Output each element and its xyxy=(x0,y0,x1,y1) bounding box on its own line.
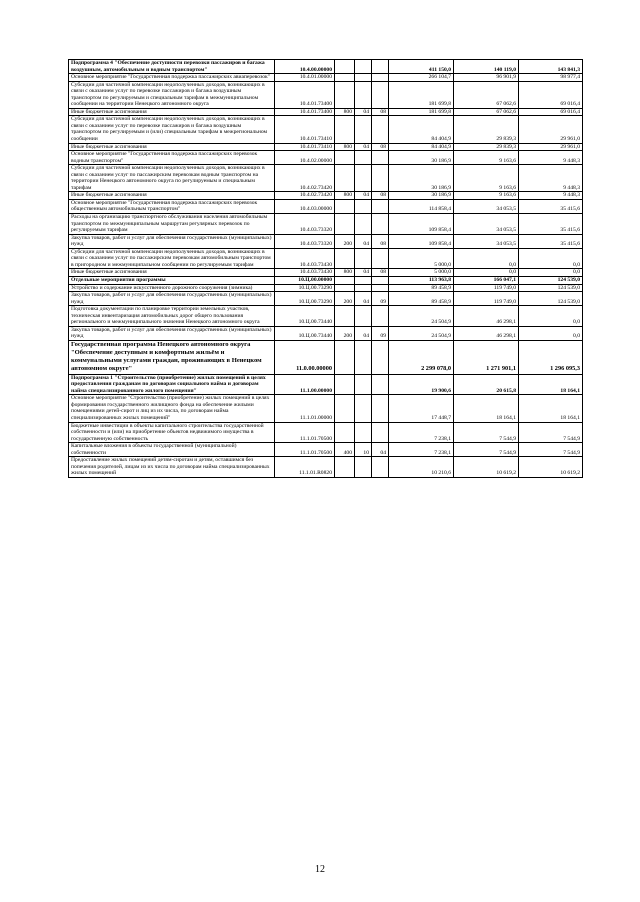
row-code: 10.4.03.73320 xyxy=(275,214,335,235)
row-code: 10.4.01.73410 xyxy=(275,143,335,151)
row-section xyxy=(355,248,372,269)
row-amount-year2: 34 053,5 xyxy=(454,234,519,248)
row-section: 04 xyxy=(355,108,372,116)
row-amount-year2: 46 298,1 xyxy=(454,306,519,327)
row-subsection xyxy=(372,248,389,269)
row-subsection xyxy=(372,306,389,327)
row-amount-year1: 89 458,9 xyxy=(389,284,454,292)
row-name: Субсидии для частичной компенсации недополученных доходов, возникающих в связи с оказанием услуг по пассажирским перевозкам водным транспортом на территории Ненецкого автономного округа по регулируемым и специальным тарифам xyxy=(69,165,275,192)
row-amount-year1: 109 858,4 xyxy=(389,234,454,248)
row-name: Капитальные вложения в объекты государственной (муниципальной) собственности xyxy=(69,443,275,457)
row-subsection xyxy=(372,165,389,192)
row-name: Отдельные мероприятия программы xyxy=(69,276,275,284)
row-section xyxy=(355,276,372,284)
row-subsection xyxy=(372,214,389,235)
row-name: Основное мероприятие "Государственная поддержка пассажирских перевозок водным транспортом" xyxy=(69,151,275,165)
row-amount-year3: 9 448,3 xyxy=(519,151,583,165)
row-amount-year2: 9 163,6 xyxy=(454,165,519,192)
table-row xyxy=(69,340,583,374)
row-amount-year3: 9 448,3 xyxy=(519,165,583,192)
table-row xyxy=(69,248,583,269)
row-section: 10 xyxy=(355,443,372,457)
row-amount-year2: 96 901,9 xyxy=(454,74,519,82)
row-amount-year2: 10 619,2 xyxy=(454,457,519,478)
row-code: 10.4.02.73420 xyxy=(275,165,335,192)
row-amount-year3: 29 961,0 xyxy=(519,143,583,151)
row-code: 10.4.01.73410 xyxy=(275,116,335,143)
row-subsection: 08 xyxy=(372,192,389,200)
row-amount-year2: 0,0 xyxy=(454,248,519,269)
row-name: Закупка товаров, работ и услуг для обеспечения государственных (муниципальных) нужд xyxy=(69,326,275,340)
row-section xyxy=(355,422,372,443)
row-expense-type: 800 xyxy=(335,143,355,151)
row-code: 10.4.03.00000 xyxy=(275,199,335,213)
table-row xyxy=(69,306,583,327)
row-amount-year2: 18 164,1 xyxy=(454,395,519,422)
row-amount-year2: 9 163,6 xyxy=(454,192,519,200)
row-subsection xyxy=(372,457,389,478)
row-amount-year3: 35 415,6 xyxy=(519,234,583,248)
row-expense-type xyxy=(335,457,355,478)
row-amount-year3: 124 539,0 xyxy=(519,276,583,284)
row-section xyxy=(355,81,372,108)
row-name: Устройство и содержание искусственного дорожного сооружения (зимника) xyxy=(69,284,275,292)
row-name: Основное мероприятие "Строительство (приобретение) жилых помещений в целях формирования государственного жилищного фонда на обеспечение жилыми помещениями детей-сирот и лиц из их числа, по договорам найма специализированных жилых помещений" xyxy=(69,395,275,422)
row-expense-type: 200 xyxy=(335,326,355,340)
row-amount-year3: 143 841,3 xyxy=(519,60,583,74)
row-subsection: 09 xyxy=(372,292,389,306)
row-name: Иные бюджетные ассигнования xyxy=(69,192,275,200)
table-row xyxy=(69,326,583,340)
row-code: 10.4.01.73400 xyxy=(275,81,335,108)
row-amount-year1: 113 963,8 xyxy=(389,276,454,284)
row-name: Субсидии для частичной компенсации недополученных доходов, возникающих в связи с оказанием услуг по перевозке пассажиров и багажа воздушным транспортом по регулируемым и специальным тарифам в межмуниципальном сообщении на территории Ненецкого автономного округа xyxy=(69,81,275,108)
row-section: 04 xyxy=(355,192,372,200)
row-code: 10.4.02.00000 xyxy=(275,151,335,165)
row-amount-year3: 0,0 xyxy=(519,248,583,269)
row-code: 10.Ц.00.73290 xyxy=(275,284,335,292)
row-name: Основное мероприятие "Государственная поддержка пассажирских перевозок общественным автомобильным транспортом" xyxy=(69,199,275,213)
row-amount-year2: 1 271 901,1 xyxy=(454,340,519,374)
row-code: 10.4.01.00000 xyxy=(275,74,335,82)
row-amount-year2: 34 053,5 xyxy=(454,214,519,235)
row-expense-type xyxy=(335,306,355,327)
row-amount-year1: 84 404,9 xyxy=(389,143,454,151)
table-row xyxy=(69,74,583,82)
row-name: Основное мероприятие "Государственная поддержка пассажирских авиаперевозок" xyxy=(69,74,275,82)
table-row xyxy=(69,269,583,277)
row-amount-year1: 30 186,9 xyxy=(389,192,454,200)
row-expense-type: 800 xyxy=(335,269,355,277)
row-name: Иные бюджетные ассигнования xyxy=(69,108,275,116)
row-expense-type xyxy=(335,422,355,443)
budget-table-body xyxy=(69,60,583,478)
row-subsection xyxy=(372,395,389,422)
row-amount-year2: 29 839,3 xyxy=(454,116,519,143)
row-subsection xyxy=(372,74,389,82)
table-row xyxy=(69,284,583,292)
row-expense-type: 200 xyxy=(335,234,355,248)
row-code: 10.Ц.00.73440 xyxy=(275,306,335,327)
row-amount-year3: 35 415,6 xyxy=(519,199,583,213)
row-amount-year3: 69 016,4 xyxy=(519,81,583,108)
row-code: 11.1.01.70500 xyxy=(275,422,335,443)
row-amount-year3: 98 977,4 xyxy=(519,74,583,82)
row-amount-year2: 67 062,6 xyxy=(454,108,519,116)
row-section xyxy=(355,457,372,478)
row-amount-year2: 119 749,0 xyxy=(454,284,519,292)
row-name: Расходы на организацию транспортного обслуживания населения автомобильным транспортом по межмуниципальным маршрутам регулярных перевозок по регулируемым тарифам xyxy=(69,214,275,235)
row-amount-year3: 29 961,0 xyxy=(519,116,583,143)
table-row xyxy=(69,116,583,143)
row-amount-year1: 181 699,8 xyxy=(389,81,454,108)
table-row xyxy=(69,292,583,306)
row-section xyxy=(355,60,372,74)
row-subsection: 09 xyxy=(372,326,389,340)
table-row xyxy=(69,422,583,443)
row-section: 04 xyxy=(355,292,372,306)
row-amount-year3: 18 164,1 xyxy=(519,395,583,422)
row-amount-year2: 34 053,5 xyxy=(454,199,519,213)
row-name: Субсидии для частичной компенсации недополученных доходов, возникающих в связи с оказанием услуг по перевозке пассажиров и багажа воздушным транспортом по регулируемым и (или) специальным тарифам в межрегиональном сообщении xyxy=(69,116,275,143)
row-amount-year3: 9 448,3 xyxy=(519,192,583,200)
row-subsection xyxy=(372,199,389,213)
row-name: Закупка товаров, работ и услуг для обеспечения государственных (муниципальных) нужд xyxy=(69,234,275,248)
row-subsection xyxy=(372,284,389,292)
table-row xyxy=(69,108,583,116)
row-subsection: 08 xyxy=(372,234,389,248)
row-name: Иные бюджетные ассигнования xyxy=(69,143,275,151)
row-name: Бюджетные инвестиции в объекты капитального строительства государственной собственности и (или) на приобретение объектов недвижимого имущества в государственную собственность xyxy=(69,422,275,443)
row-section xyxy=(355,395,372,422)
row-amount-year3: 0,0 xyxy=(519,306,583,327)
row-amount-year3: 69 016,4 xyxy=(519,108,583,116)
row-section xyxy=(355,199,372,213)
row-amount-year1: 17 448,7 xyxy=(389,395,454,422)
row-amount-year3: 10 619,2 xyxy=(519,457,583,478)
row-code: 11.1.00.00000 xyxy=(275,374,335,395)
row-code: 10.4.00.00000 xyxy=(275,60,335,74)
row-amount-year1: 109 858,4 xyxy=(389,214,454,235)
row-section xyxy=(355,340,372,374)
row-amount-year1: 114 858,4 xyxy=(389,199,454,213)
table-row xyxy=(69,151,583,165)
row-subsection: 08 xyxy=(372,269,389,277)
row-code: 10.4.03.73430 xyxy=(275,269,335,277)
table-row xyxy=(69,60,583,74)
row-amount-year1: 89 458,9 xyxy=(389,292,454,306)
row-section xyxy=(355,284,372,292)
row-amount-year1: 19 900,6 xyxy=(389,374,454,395)
row-section xyxy=(355,214,372,235)
row-expense-type: 400 xyxy=(335,443,355,457)
row-section xyxy=(355,306,372,327)
row-section xyxy=(355,116,372,143)
row-amount-year2: 7 544,9 xyxy=(454,443,519,457)
row-name: Предоставление жилых помещений детям-сиротам и детям, оставшимся без попечения родителей, лицам из их числа по договорам найма специализированных жилых помещений xyxy=(69,457,275,478)
row-code: 10.4.03.73320 xyxy=(275,234,335,248)
row-name: Подготовка документации по планировке территории земельных участков, техническая инвентаризация автомобильных дорог общего пользования регионального и межмуниципального значения Ненецкого автономного округа xyxy=(69,306,275,327)
row-expense-type xyxy=(335,165,355,192)
row-code: 10.4.02.73420 xyxy=(275,192,335,200)
row-amount-year1: 30 186,9 xyxy=(389,151,454,165)
table-row xyxy=(69,374,583,395)
table-row xyxy=(69,214,583,235)
row-code: 10.Ц.00.00000 xyxy=(275,276,335,284)
row-subsection xyxy=(372,81,389,108)
row-name: Иные бюджетные ассигнования xyxy=(69,269,275,277)
row-amount-year1: 181 699,8 xyxy=(389,108,454,116)
row-code: 11.0.00.00000 xyxy=(275,340,335,374)
row-expense-type xyxy=(335,74,355,82)
row-expense-type xyxy=(335,81,355,108)
row-section: 04 xyxy=(355,143,372,151)
row-subsection: 04 xyxy=(372,443,389,457)
row-amount-year2: 119 749,0 xyxy=(454,292,519,306)
row-amount-year3: 0,0 xyxy=(519,326,583,340)
row-code: 11.1.01.70500 xyxy=(275,443,335,457)
table-row xyxy=(69,443,583,457)
row-expense-type xyxy=(335,395,355,422)
row-subsection xyxy=(372,422,389,443)
row-amount-year3: 0,0 xyxy=(519,269,583,277)
row-expense-type: 800 xyxy=(335,192,355,200)
row-expense-type xyxy=(335,248,355,269)
row-amount-year3: 1 296 095,3 xyxy=(519,340,583,374)
row-amount-year1: 2 299 078,0 xyxy=(389,340,454,374)
row-subsection xyxy=(372,60,389,74)
row-expense-type xyxy=(335,151,355,165)
row-section xyxy=(355,151,372,165)
row-name: Подпрограмма 4 "Обеспечение доступности перевозки пассажиров и багажа воздушным, автомобильным и водным транспортом" xyxy=(69,60,275,74)
row-amount-year1: 5 000,0 xyxy=(389,269,454,277)
row-amount-year1: 7 238,1 xyxy=(389,422,454,443)
row-amount-year3: 7 544,9 xyxy=(519,422,583,443)
row-subsection xyxy=(372,374,389,395)
table-row xyxy=(69,234,583,248)
row-section: 04 xyxy=(355,269,372,277)
row-amount-year2: 7 544,9 xyxy=(454,422,519,443)
table-row xyxy=(69,199,583,213)
row-amount-year2: 20 615,8 xyxy=(454,374,519,395)
row-amount-year2: 29 839,3 xyxy=(454,143,519,151)
row-amount-year3: 124 539,0 xyxy=(519,292,583,306)
row-section xyxy=(355,74,372,82)
row-section: 04 xyxy=(355,234,372,248)
table-row xyxy=(69,192,583,200)
row-amount-year3: 35 415,6 xyxy=(519,214,583,235)
row-expense-type: 200 xyxy=(335,292,355,306)
row-amount-year2: 46 298,1 xyxy=(454,326,519,340)
row-amount-year2: 166 047,1 xyxy=(454,276,519,284)
row-amount-year1: 266 104,7 xyxy=(389,74,454,82)
table-row xyxy=(69,276,583,284)
row-expense-type: 800 xyxy=(335,108,355,116)
row-subsection: 08 xyxy=(372,108,389,116)
row-amount-year1: 411 150,0 xyxy=(389,60,454,74)
row-expense-type xyxy=(335,199,355,213)
row-section xyxy=(355,165,372,192)
row-subsection xyxy=(372,340,389,374)
row-name: Субсидии для частичной компенсации недополученных доходов, возникающих в связи с оказанием услуг по пассажирским перевозкам автомобильным транспортом в пригородном и межмуниципальном сообщении по регулируемым тарифам xyxy=(69,248,275,269)
row-amount-year1: 7 238,1 xyxy=(389,443,454,457)
row-expense-type xyxy=(335,116,355,143)
row-amount-year2: 9 163,6 xyxy=(454,151,519,165)
row-amount-year1: 10 210,6 xyxy=(389,457,454,478)
row-amount-year1: 30 186,9 xyxy=(389,165,454,192)
row-amount-year1: 24 504,9 xyxy=(389,306,454,327)
row-amount-year1: 5 000,0 xyxy=(389,248,454,269)
row-expense-type xyxy=(335,214,355,235)
row-name: Подпрограмма 1 "Строительство (приобретение) жилых помещений в целях предоставления гражданам по договорам социального найма и договорам найма специализированного жилого помещения" xyxy=(69,374,275,395)
table-row xyxy=(69,165,583,192)
row-amount-year3: 124 539,0 xyxy=(519,284,583,292)
row-section xyxy=(355,374,372,395)
row-subsection: 08 xyxy=(372,143,389,151)
row-subsection xyxy=(372,276,389,284)
row-subsection xyxy=(372,151,389,165)
row-code: 10.4.03.73430 xyxy=(275,248,335,269)
row-amount-year2: 0,0 xyxy=(454,269,519,277)
table-row xyxy=(69,395,583,422)
row-amount-year1: 24 504,9 xyxy=(389,326,454,340)
table-row xyxy=(69,143,583,151)
row-code: 10.4.01.73400 xyxy=(275,108,335,116)
row-section: 04 xyxy=(355,326,372,340)
table-row xyxy=(69,457,583,478)
budget-table xyxy=(68,59,583,478)
row-amount-year3: 18 164,1 xyxy=(519,374,583,395)
row-expense-type xyxy=(335,340,355,374)
row-amount-year1: 84 404,9 xyxy=(389,116,454,143)
row-expense-type xyxy=(335,276,355,284)
page-number: 12 xyxy=(315,864,325,875)
row-subsection xyxy=(372,116,389,143)
row-amount-year2: 67 062,6 xyxy=(454,81,519,108)
row-code: 10.Ц.00.73440 xyxy=(275,326,335,340)
row-code: 11.1.01.R0820 xyxy=(275,457,335,478)
budget-table-container xyxy=(68,59,582,478)
row-amount-year3: 7 544,9 xyxy=(519,443,583,457)
row-name: Закупка товаров, работ и услуг для обеспечения государственных (муниципальных) нужд xyxy=(69,292,275,306)
row-expense-type xyxy=(335,374,355,395)
row-code: 11.1.01.00000 xyxy=(275,395,335,422)
row-expense-type xyxy=(335,60,355,74)
row-code: 10.Ц.00.73290 xyxy=(275,292,335,306)
row-amount-year2: 140 119,0 xyxy=(454,60,519,74)
table-row xyxy=(69,81,583,108)
row-expense-type xyxy=(335,284,355,292)
row-name: Государственная программа Ненецкого автономного округа "Обеспечение доступным и комфортным жильём и коммунальными услугами граждан, проживающих в Ненецком автономном округе" xyxy=(69,340,275,374)
